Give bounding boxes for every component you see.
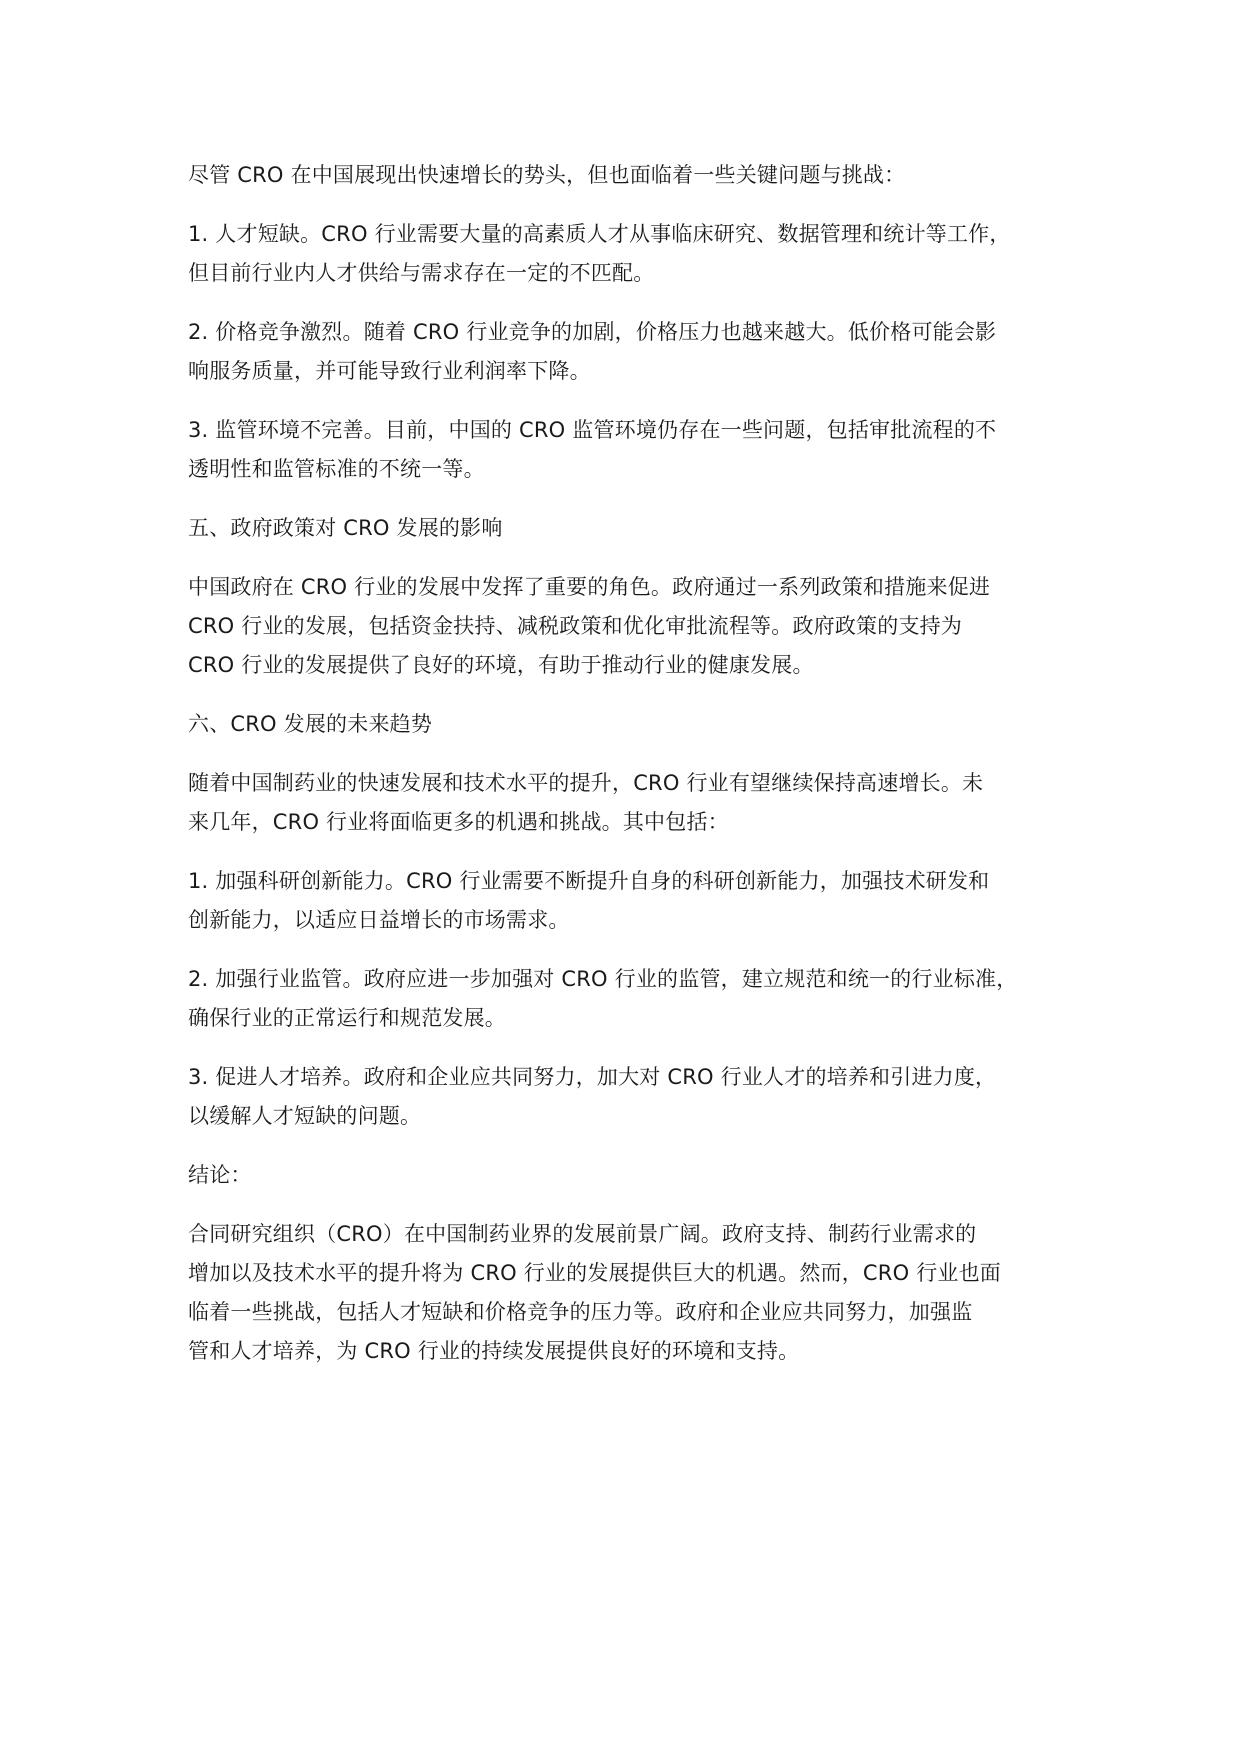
text-line: 确保行业的正常运行和规范发展。 [188,1006,506,1030]
text-line: 1. 人才短缺。CRO 行业需要大量的高素质人才从事临床研究、数据管理和统计等工作， [188,222,1011,246]
text-line: CRO 行业的发展，包括资金扶持、减税政策和优化审批流程等。政府政策的支持为 [188,614,963,638]
text-line: 1. 加强科研创新能力。CRO 行业需要不断提升自身的科研创新能力，加强技术研发和 [188,869,990,893]
text-line: 中国政府在 CRO 行业的发展中发挥了重要的角色。政府通过一系列政策和措施来促进 [188,575,991,599]
heading-text: 结论： [188,1163,252,1187]
text-line: 来几年，CRO 行业将面临更多的机遇和挑战。其中包括： [188,810,729,834]
text-line: 透明性和监管标准的不统一等。 [188,457,485,481]
trend-item-3 [188,1058,1078,1136]
challenge-item-1 [188,215,1078,293]
text-line: 3. 促进人才培养。政府和企业应共同努力，加大对 CRO 行业人才的培养和引进力度， [188,1065,997,1089]
policy-paragraph [188,568,1078,685]
heading-text: 五、政府政策对 CRO 发展的影响 [188,516,503,540]
text-line: CRO 行业的发展提供了良好的环境，有助于推动行业的健康发展。 [188,653,814,677]
text-line: 随着中国制药业的快速发展和技术水平的提升，CRO 行业有望继续保持高速增长。未 [188,771,984,795]
text-line: 2. 价格竞争激烈。随着 CRO 行业竞争的加剧，价格压力也越来越大。低价格可能会影 [188,320,997,344]
text-line: 响服务质量，并可能导致行业利润率下降。 [188,359,591,383]
trend-item-2 [188,960,1078,1038]
challenge-item-2 [188,313,1078,391]
text-line: 管和人才培养，为 CRO 行业的持续发展提供良好的环境和支持。 [188,1339,800,1363]
conclusion-heading [188,1156,1078,1195]
trend-item-1 [188,862,1078,940]
challenge-item-3 [188,411,1078,489]
text-line: 合同研究组织（CRO）在中国制药业界的发展前景广阔。政府支持、制药行业需求的 [188,1222,977,1246]
text-line: 增加以及技术水平的提升将为 CRO 行业的发展提供巨大的机遇。然而，CRO 行业也面 [188,1261,1001,1285]
conclusion-paragraph [188,1215,1078,1371]
text-line: 以缓解人才短缺的问题。 [188,1104,422,1128]
text-line: 尽管 CRO 在中国展现出快速增长的势头，但也面临着一些关键问题与挑战： [188,163,906,187]
section-heading-5 [188,509,1078,548]
text-line: 创新能力，以适应日益增长的市场需求。 [188,908,570,932]
text-line: 临着一些挑战，包括人才短缺和价格竞争的压力等。政府和企业应共同努力，加强监 [188,1300,973,1324]
document-body [188,156,1078,1391]
trends-paragraph [188,764,1078,842]
section-heading-6 [188,705,1078,744]
intro-paragraph [188,156,1078,195]
text-line: 2. 加强行业监管。政府应进一步加强对 CRO 行业的监管，建立规范和统一的行业标准， [188,967,1018,991]
text-line: 但目前行业内人才供给与需求存在一定的不匹配。 [188,261,655,285]
heading-text: 六、CRO 发展的未来趋势 [188,712,433,736]
text-line: 3. 监管环境不完善。目前，中国的 CRO 监管环境仍存在一些问题，包括审批流程的不 [188,418,997,442]
